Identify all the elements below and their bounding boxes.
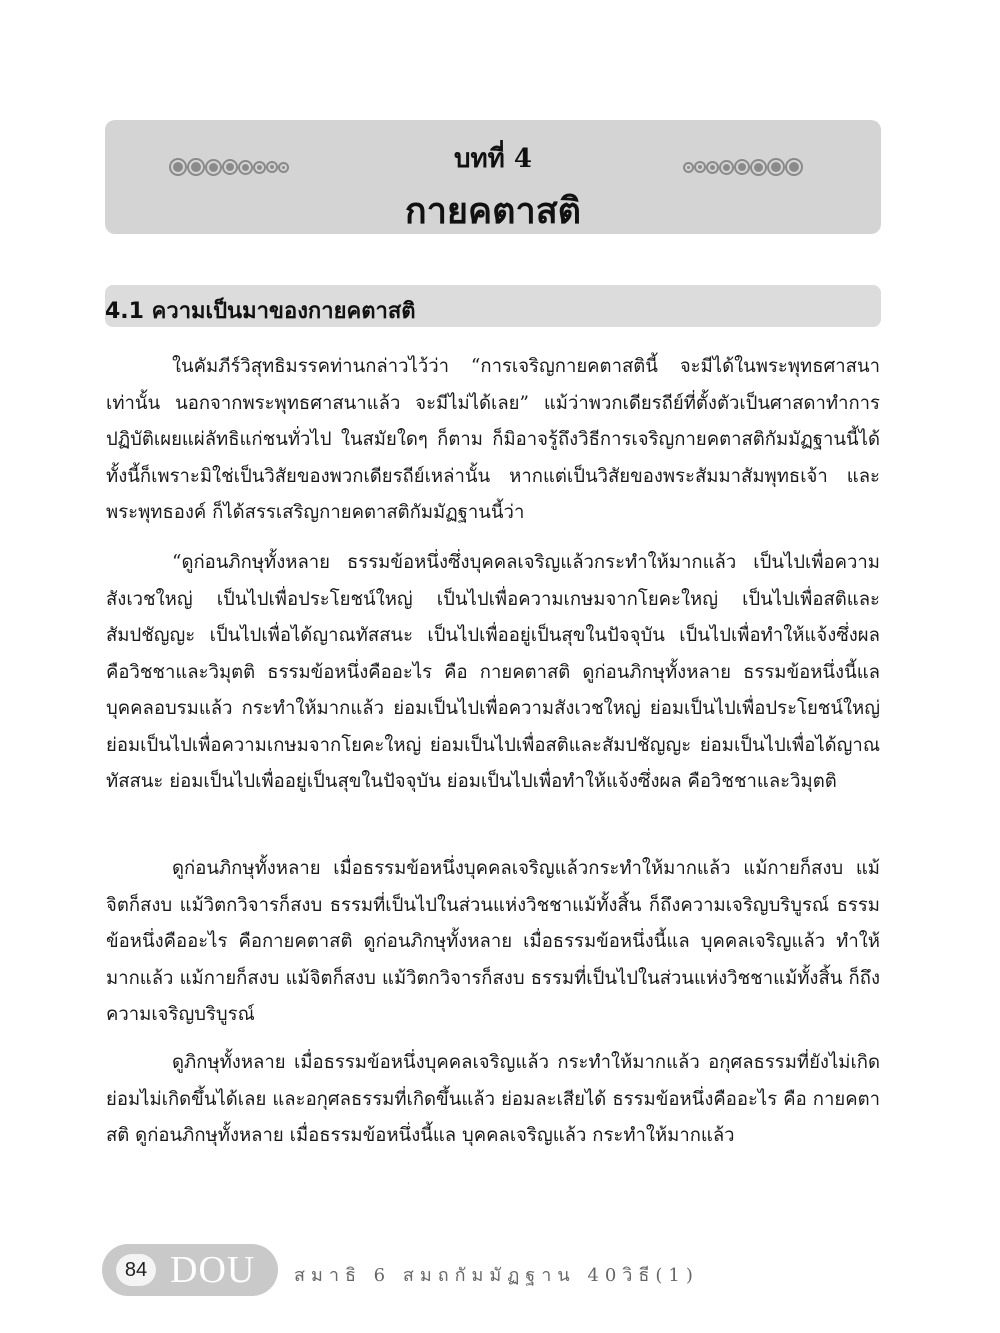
paragraph-4	[106, 1045, 880, 1155]
chapter-number: บทที่ 4	[454, 144, 532, 174]
section-title: 4.1 ความเป็นมาของกายคตาสติ	[105, 299, 416, 324]
paragraph-2-text: “ดูก่อนภิกษุทั้งหลาย ธรรมข้อหนึ่งซึ่งบุคคลเจริญแล้วกระทำให้มากแล้ว เป็นไปเพื่อความสังเวชใหญ่ เป็นไปเพื่อประโยชน์ใหญ่ เป็นไปเพื่อความเกษมจากโยคะใหญ่ เป็นไปเพื่อสติและสัมปชัญญะ เป็นไปเพื่อได้ญาณทัสสนะ เป็นไปเพื่ออยู่เป็นสุขในปัจจุบัน เป็นไปเพื่อทำให้แจ้งซึ่งผล คือวิชชาและวิมุตติ ธรรมข้อหนึ่งคืออะไร คือ กายคตาสติ ดูก่อนภิกษุทั้งหลาย ธรรมข้อหนึ่งนี้แล บุคคลอบรมแล้ว กระทำให้มากแล้ว ย่อมเป็นไปเพื่อความสังเวชใหญ่ ย่อมเป็นไปเพื่อประโยชน์ใหญ่ ย่อมเป็นไปเพื่อความเกษมจากโยคะใหญ่ ย่อมเป็นไปเพื่อสติและสัมปชัญญะ ย่อมเป็นไปเพื่อได้ญาณทัสสนะ ย่อมเป็นไปเพื่ออยู่เป็นสุขในปัจจุบัน ย่อมเป็นไปเพื่อทำให้แจ้งซึ่งผล คือวิชชาและวิมุตติ	[106, 552, 880, 792]
dou-logo: DOU	[170, 1249, 256, 1291]
chapter-banner	[105, 120, 881, 234]
section-header	[105, 285, 881, 327]
paragraph-4-text: ดูภิกษุทั้งหลาย เมื่อธรรมข้อหนึ่งบุคคลเจริญแล้ว กระทำให้มากแล้ว อกุศลธรรมที่ยังไม่เกิด ย่อมไม่เกิดขึ้นได้เลย และอกุศลธรรมที่เกิดขึ้นแล้ว ย่อมละเสียได้ ธรรมข้อหนึ่งคืออะไร คือ กายคตาสติ ดูก่อนภิกษุทั้งหลาย เมื่อธรรมข้อหนึ่งนี้แล บุคคลเจริญแล้ว กระทำให้มากแล้ว	[106, 1052, 880, 1146]
paragraph-3-text: ดูก่อนภิกษุทั้งหลาย เมื่อธรรมข้อหนึ่งบุคคลเจริญแล้วกระทำให้มากแล้ว แม้กายก็สงบ แม้จิตก็สงบ แม้วิตกวิจารก็สงบ ธรรมที่เป็นไปในส่วนแห่งวิชชาแม้ทั้งสิ้น ก็ถึงความเจริญบริบูรณ์ ธรรมข้อหนึ่งคืออะไร คือกายคตาสติ ดูก่อนภิกษุทั้งหลาย เมื่อธรรมข้อหนึ่งนี้แล บุคคลเจริญแล้ว ทำให้มากแล้ว แม้กายก็สงบ แม้จิตก็สงบ แม้วิตกวิจารก็สงบ ธรรมที่เป็นไปในส่วนแห่งวิชชาแม้ทั้งสิ้น ก็ถึงความเจริญบริบูรณ์	[106, 858, 880, 1025]
paragraph-3	[106, 851, 880, 1034]
chapter-title: กายคตาสติ	[404, 190, 582, 232]
decorative-dots-right	[685, 160, 801, 174]
paragraph-1	[106, 349, 880, 532]
paragraph-2	[106, 545, 880, 801]
footer-book-title: สมาธิ 6 สมถกัมมัฏฐาน 40วิธี(1)	[294, 1265, 699, 1286]
footer-badge	[102, 1244, 278, 1296]
paragraph-1-text: ในคัมภีร์วิสุทธิมรรคท่านกล่าวไว้ว่า “การเจริญกายคตาสตินี้ จะมีได้ในพระพุทธศาสนาเท่านั้น นอกจากพระพุทธศาสนาแล้ว จะมีไม่ได้เลย” แม้ว่าพวกเดียรถีย์ที่ตั้งตัวเป็นศาสดาทำการปฏิบัติเผยแผ่ลัทธิแก่ชนทั่วไป ในสมัยใดๆ ก็ตาม ก็มิอาจรู้ถึงวิธีการเจริญกายคตาสติกัมมัฏฐานนี้ได้ ทั้งนี้ก็เพราะมิใช่เป็นวิสัยของพวกเดียรถีย์เหล่านั้น หากแต่เป็นวิสัยของพระสัมมาสัมพุทธเจ้า และพระพุทธองค์ ก็ได้สรรเสริญกายคตาสติกัมมัฏฐานนี้ว่า	[106, 356, 880, 523]
page-number: 84	[116, 1254, 156, 1286]
